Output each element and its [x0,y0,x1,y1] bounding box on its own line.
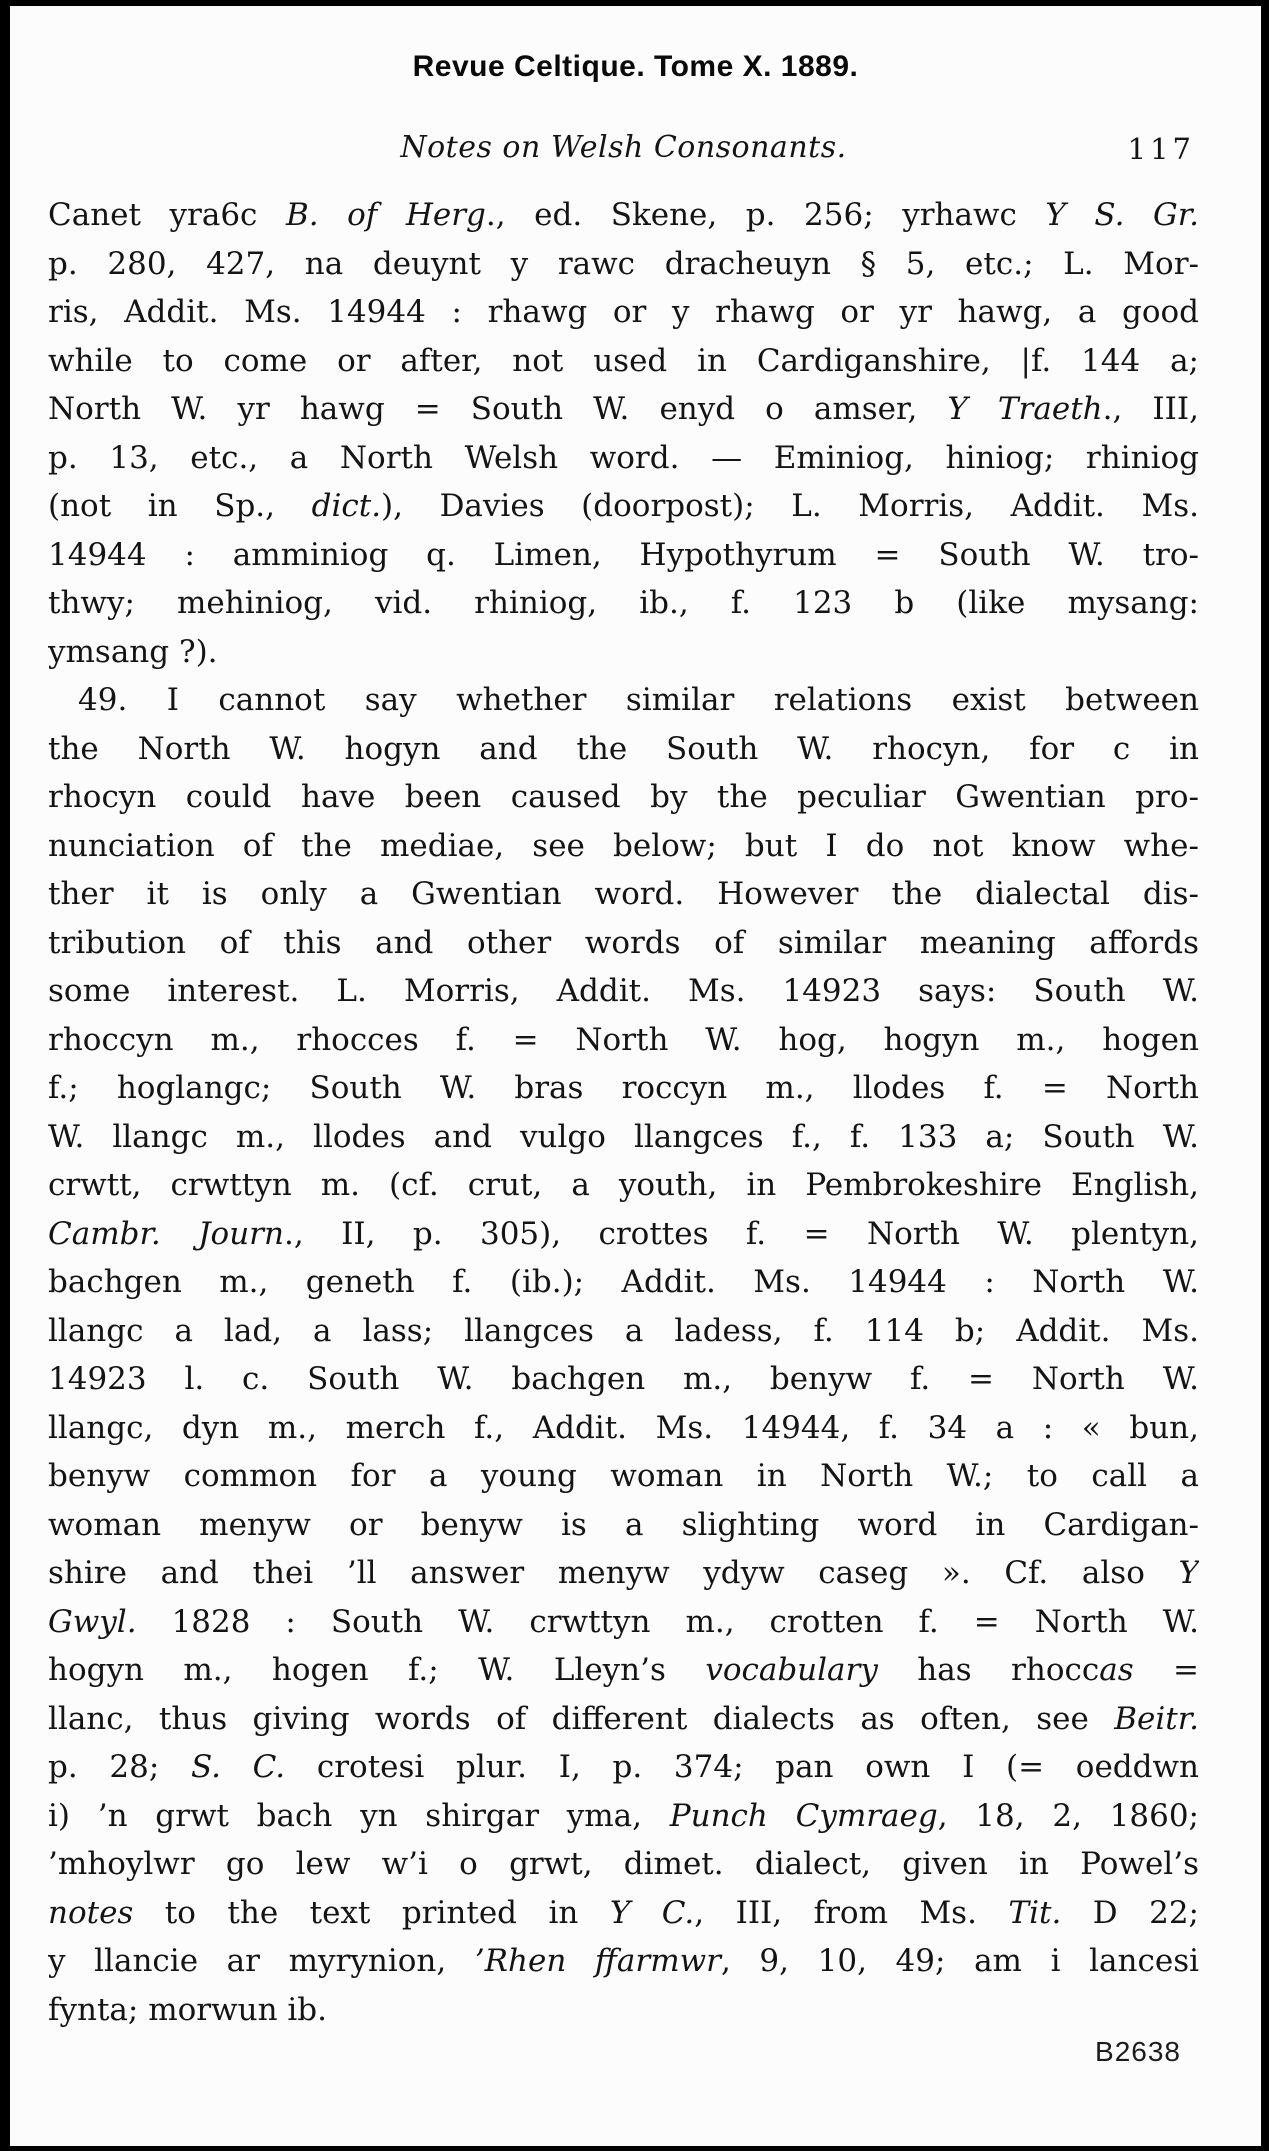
text-line: llangc a lad, a lass; llangces a ladess, f. 114 b; Addit. Ms. [48,1312,1199,1349]
text-line: rhoccyn m., rhocces f. = North W. hog, hogyn m., hogen [48,1021,1199,1058]
text-line: shire and thei ’ll answer menyw ydyw caseg ». Cf. also Y [48,1555,1199,1591]
body-text [48,191,1199,2034]
text-line: i) ’n grwt bach yn shirgar yma, Punch Cymraeg, 18, 2, 1860; [48,1797,1199,1834]
text-line: f.; hoglangc; South W. bras roccyn m., llodes f. = North [48,1070,1199,1106]
text-line: llanc, thus giving words of different dialects as often, see Beitr. [48,1700,1199,1737]
text-line: 49. I cannot say whether similar relations exist between [78,682,1199,718]
text-line: ther it is only a Gwentian word. However the dialectal dis- [48,876,1199,912]
text-line: ’mhoylwr go lew w’i o grwt, dimet. dialect, given in Powel’s [48,1846,1199,1882]
page-number: 117 [1127,132,1195,166]
running-head-title: Notes on Welsh Consonants. [400,130,847,165]
text-line: notes to the text printed in Y C., III, from Ms. Tit. D 22; [48,1894,1199,1931]
page [10,6,1261,2146]
text-line: bachgen m., geneth f. (ib.); Addit. Ms. 14944 : North W. [48,1264,1199,1300]
text-line: 14923 l. c. South W. bachgen m., benyw f. = North W. [48,1361,1199,1397]
volume-label: Revue Celtique. Tome X. 1889. [412,50,859,83]
text-line: llangc, dyn m., merch f., Addit. Ms. 14944, f. 34 a : « bun, [48,1409,1199,1446]
text-line: W. llangc m., llodes and vulgo llangces f., f. 133 a; South W. [48,1118,1199,1155]
text-line: Cambr. Journ., II, p. 305), crottes f. = North W. plentyn, [48,1215,1199,1252]
text-line: ymsang ?). [48,633,218,670]
text-line: benyw common for a young woman in North W.; to call a [48,1458,1199,1494]
text-line: ris, Addit. Ms. 14944 : rhawg or y rhawg or yr hawg, a good [48,294,1199,330]
text-line: 14944 : amminiog q. Limen, Hypothyrum = South W. tro- [48,536,1199,573]
text-line: tribution of this and other words of similar meaning affords [48,924,1199,961]
text-line: nunciation of the mediae, see below; but I do not know whe- [48,827,1199,864]
text-line: some interest. L. Morris, Addit. Ms. 14923 says: South W. [48,973,1199,1009]
text-line: while to come or after, not used in Cardiganshire, |f. 144 a; [48,342,1199,379]
text-line: Canet yra6c B. of Herg., ed. Skene, p. 256; yrhawc Y S. Gr. [48,197,1199,233]
text-line: rhocyn could have been caused by the peculiar Gwentian pro- [48,779,1199,815]
text-line: p. 28; S. C. crotesi plur. I, p. 374; pan own I (= oeddwn [48,1749,1199,1785]
text-line: (not in Sp., dict.), Davies (doorpost); L. Morris, Addit. Ms. [48,488,1199,524]
catalog-number: B2638 [1095,2036,1181,2067]
text-line: p. 280, 427, na deuynt y rawc dracheuyn § 5, etc.; L. Mor- [48,245,1199,282]
text-line: hogyn m., hogen f.; W. Lleyn’s vocabulary has rhoccas = [48,1652,1199,1688]
running-head [48,130,1199,170]
text-line: crwtt, crwttyn m. (cf. crut, a youth, in Pembrokeshire English, [48,1167,1199,1203]
text-line: woman menyw or benyw is a slighting word in Cardigan- [48,1506,1199,1543]
text-line: North W. yr hawg = South W. enyd o amser, Y Traeth., III, [48,391,1199,427]
text-line: p. 13, etc., a North Welsh word. — Eminiog, hiniog; rhiniog [48,439,1199,476]
text-line: thwy; mehiniog, vid. rhiniog, ib., f. 123 b (like mysang: [48,585,1199,621]
text-line: fynta; morwun ib. [48,1991,327,2028]
text-line: y llancie ar myrynion, ’Rhen ffarmwr, 9, 10, 49; am i lancesi [48,1943,1199,1979]
text-line: the North W. hogyn and the South W. rhocyn, for c in [48,730,1199,767]
text-line: Gwyl. 1828 : South W. crwttyn m., crotten f. = North W. [48,1603,1199,1640]
